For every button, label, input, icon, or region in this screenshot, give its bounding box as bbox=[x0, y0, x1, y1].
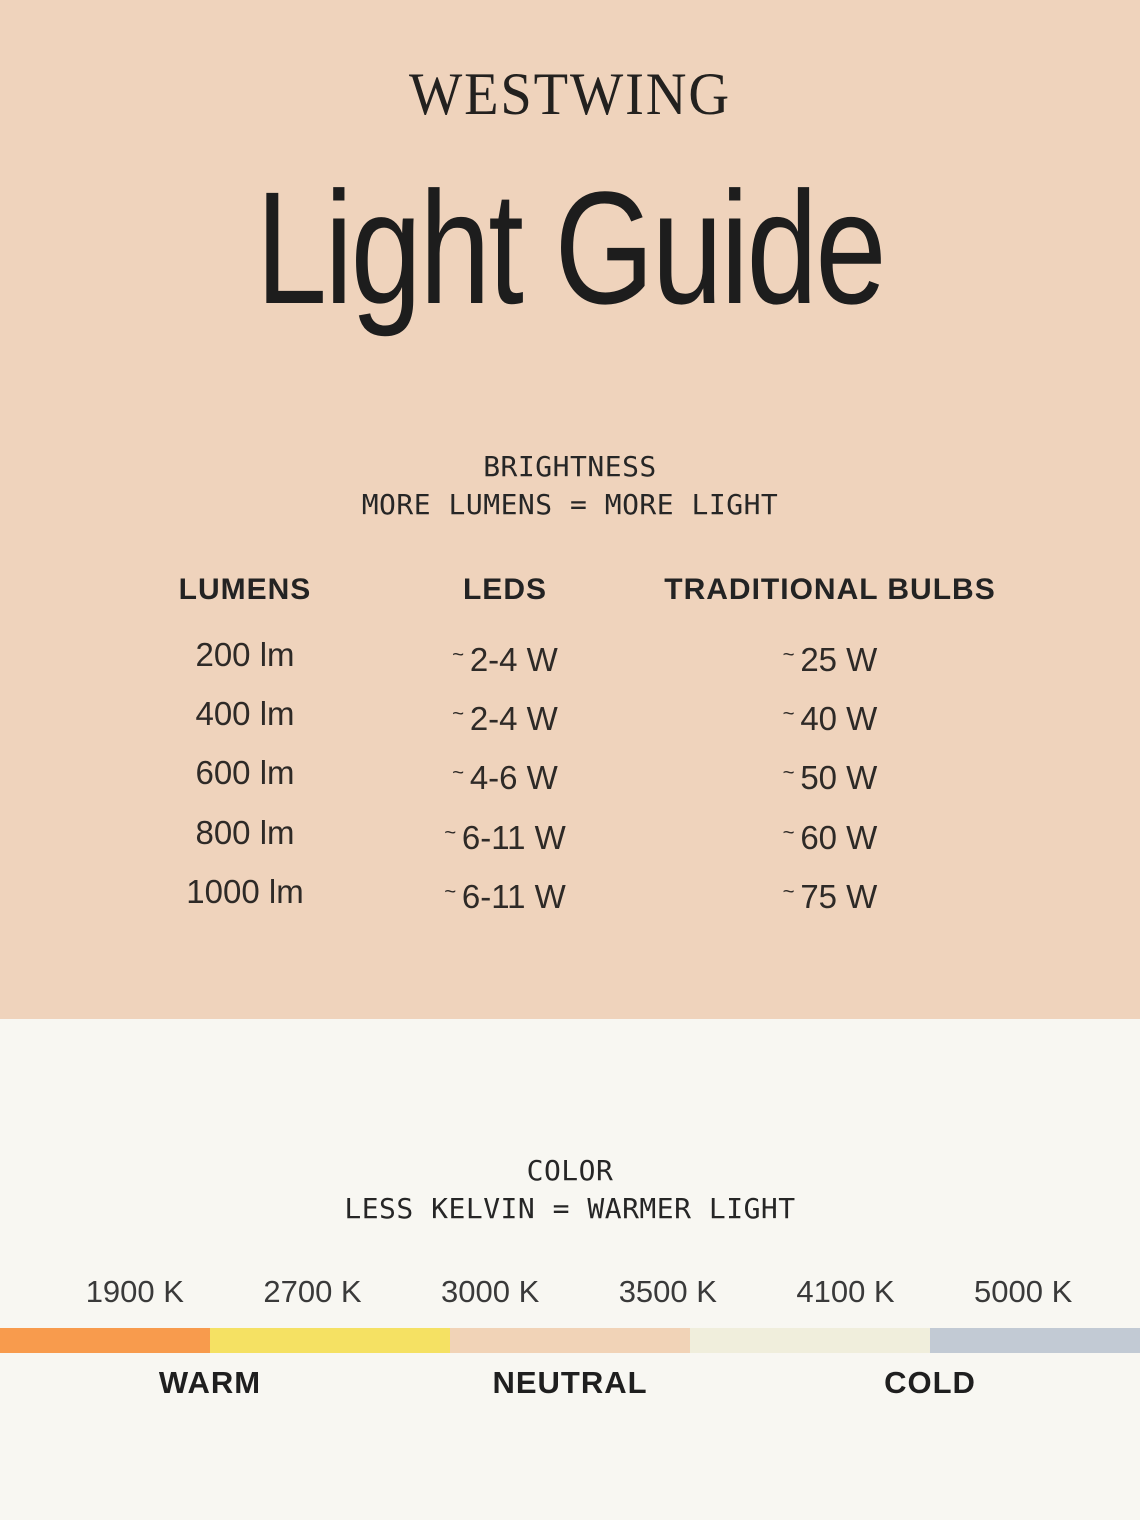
brightness-heading-block bbox=[0, 448, 1140, 524]
kelvin-label: 2700 K bbox=[263, 1274, 362, 1309]
bar-segment-neutral-peach bbox=[450, 1328, 690, 1353]
approx-symbol: ~ bbox=[782, 643, 795, 666]
temperature-label-neutral: NEUTRAL bbox=[492, 1365, 648, 1400]
page-title: Light Guide bbox=[255, 158, 885, 337]
approx-symbol: ~ bbox=[782, 820, 795, 844]
temperature-label-cold: COLD bbox=[884, 1365, 976, 1400]
column-header-leds: LEDS bbox=[462, 573, 547, 606]
lumens-value: 200 lm bbox=[195, 636, 295, 673]
temperature-labels bbox=[0, 1362, 1140, 1404]
led-watts-value: ~ 6-11 W bbox=[444, 818, 566, 856]
approx-symbol: ~ bbox=[452, 702, 465, 726]
approx-symbol: ~ bbox=[782, 879, 795, 903]
brightness-table-body bbox=[60, 628, 1080, 924]
approx-symbol: ~ bbox=[444, 820, 457, 844]
brand-logo: WESTWING bbox=[408, 61, 732, 127]
temperature-label-warm: WARM bbox=[158, 1365, 262, 1400]
brightness-heading: BRIGHTNESS bbox=[483, 450, 657, 483]
kelvin-label: 3500 K bbox=[618, 1274, 717, 1309]
led-watts-value: ~ 6-11 W bbox=[444, 878, 566, 916]
kelvin-label: 3000 K bbox=[441, 1274, 540, 1309]
bulb-watts-value: ~ 75 W bbox=[782, 878, 878, 916]
bulb-watts-value: ~ 25 W bbox=[782, 641, 878, 679]
table-row bbox=[60, 687, 1080, 746]
brightness-table bbox=[60, 568, 1080, 924]
kelvin-label: 5000 K bbox=[974, 1274, 1073, 1309]
bulb-watts-value: ~ 50 W bbox=[782, 759, 878, 797]
approx-symbol: ~ bbox=[444, 879, 457, 903]
approx-symbol: ~ bbox=[782, 702, 795, 726]
led-watts-value: ~ 2-4 W bbox=[452, 641, 558, 679]
brightness-subheading: MORE LUMENS = MORE LIGHT bbox=[361, 488, 779, 521]
kelvin-label: 1900 K bbox=[85, 1274, 184, 1309]
column-header-lumens: LUMENS bbox=[178, 573, 312, 606]
kelvin-label: 4100 K bbox=[796, 1274, 895, 1309]
table-row bbox=[60, 865, 1080, 924]
table-row bbox=[60, 746, 1080, 805]
color-subheading: LESS KELVIN = WARMER LIGHT bbox=[344, 1192, 796, 1225]
led-watts-value: ~ 4-6 W bbox=[452, 759, 558, 797]
bulb-watts-value: ~ 40 W bbox=[782, 700, 878, 738]
approx-symbol: ~ bbox=[782, 761, 795, 785]
lumens-value: 600 lm bbox=[195, 754, 295, 792]
bar-segment-neutral-cream bbox=[690, 1328, 930, 1353]
bar-segment-cold-blue-gray bbox=[930, 1328, 1140, 1353]
approx-symbol: ~ bbox=[452, 643, 465, 666]
kelvin-scale-labels bbox=[46, 1272, 1112, 1312]
color-heading: COLOR bbox=[526, 1154, 614, 1187]
color-temperature-bar bbox=[0, 1328, 1140, 1353]
brightness-table-header bbox=[60, 568, 1080, 612]
color-heading-block bbox=[0, 1152, 1140, 1228]
lumens-value: 1000 lm bbox=[186, 872, 304, 910]
approx-symbol: ~ bbox=[452, 761, 465, 785]
table-row bbox=[60, 628, 1080, 687]
bar-segment-warm-yellow bbox=[210, 1328, 450, 1353]
led-watts-value: ~ 2-4 W bbox=[452, 700, 558, 738]
bulb-watts-value: ~ 60 W bbox=[782, 818, 878, 856]
table-row bbox=[60, 806, 1080, 865]
lumens-value: 800 lm bbox=[195, 813, 295, 851]
bar-segment-warm-orange bbox=[0, 1328, 210, 1353]
lumens-value: 400 lm bbox=[195, 695, 295, 733]
column-header-traditional-bulbs: TRADITIONAL BULBS bbox=[664, 573, 996, 606]
